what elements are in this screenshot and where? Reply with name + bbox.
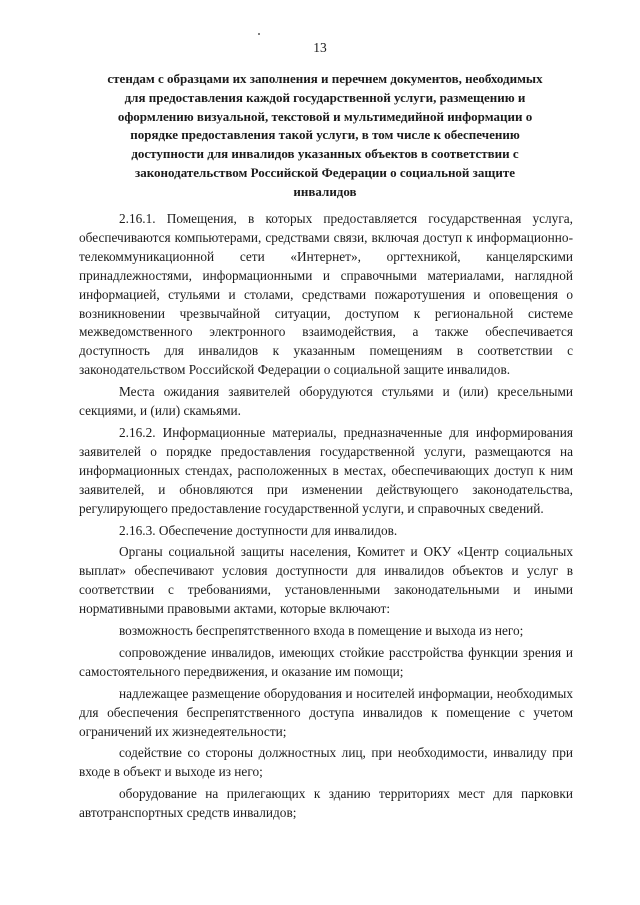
list-item-parking: оборудование на прилегающих к зданию территориях мест для парковки автотранспортных средств инвалидов; xyxy=(79,786,573,821)
list-item-escort: сопровождение инвалидов, имеющих стойкие расстройства функции зрения и самостоятельного передвижения, и оказание им помощи; xyxy=(79,644,573,679)
section-heading: стендам с образцами их заполнения и перечнем документов, необходимых для предоставления каждой государственной услуги, размещению и оформлению визуальной, текстовой и мультимедийной информации о порядке предоставления такой услуги, в том числе к обеспечению доступности для инвалидов указанных объектов в соответствии с законодательством Российской Федерации о социальной защите инвалидов xyxy=(107,71,543,199)
list-item-equipment: надлежащее размещение оборудования и носителей информации, необходимых для обеспечения беспрепятственного доступа инвалидов к помещение с учетом ограничений их жизнедеятельности; xyxy=(79,685,573,739)
paragraph-2-16-2: 2.16.2. Информационные материалы, предназначенные для информирования заявителей о порядке предоставления государственной услуги, размещаются на информационных стендах, расположенных в местах, обеспечивающих доступ к ним заявителей, и обновляются при изменении действующего законодательства, регулирующего предоставление государственной услуги, и справочных сведений. xyxy=(79,424,573,516)
paragraph-2-16-3: 2.16.3. Обеспечение доступности для инвалидов. xyxy=(119,522,398,538)
body-text xyxy=(79,210,573,823)
list-item-assistance: содействие со стороны должностных лиц, при необходимости, инвалиду при входе в объект и выходе из него; xyxy=(79,745,573,780)
scan-speck xyxy=(258,33,260,35)
paragraph-authorities: Органы социальной защиты населения, Комитет и ОКУ «Центр социальных выплат» обеспечивают условия доступности для инвалидов объектов и услуг в соответствии с требованиями, установленными законодательными и иными нормативными правовыми актами, которые включают: xyxy=(79,544,573,617)
paragraph-waiting-places: Места ожидания заявителей оборудуются стульями и (или) кресельными секциями, и (или) скамьями. xyxy=(79,384,573,419)
list-item-entrance: возможность беспрепятственного входа в помещение и выхода из него; xyxy=(119,623,524,639)
paragraph-2-16-1: 2.16.1. Помещения, в которых предоставляется государственная услуга, обеспечиваются компьютерами, средствами связи, включая доступ к информационно-телекоммуникационной сети «Интернет», оргтехникой, канцелярскими принадлежностями, информационными и справочными материалами, наглядной информацией, стульями и столами, средствами пожаротушения и оповещения о возникновении чрезвычайной ситуации, доступом к региональной системе межведомственного электронного взаимодействия, а также обеспечивается доступность для инвалидов к указанным помещениям в соответствии с законодательством Российской Федерации о социальной защите инвалидов. xyxy=(79,211,573,378)
page-number: 13 xyxy=(313,40,327,55)
